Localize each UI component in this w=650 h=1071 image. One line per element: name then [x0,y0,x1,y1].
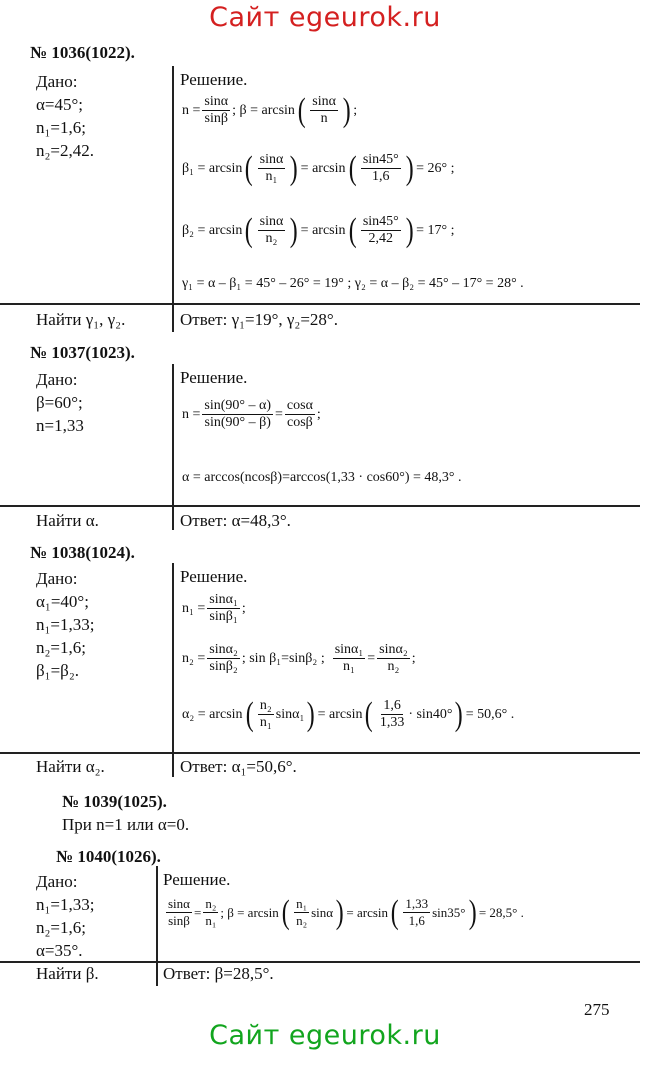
numerator: cosα [286,398,313,413]
numerator: 1,6 [383,698,401,713]
numerator: sinα₂ [379,642,408,657]
numerator: sinα [259,152,284,167]
solution-label: Решение. [180,567,248,586]
given-item: n₁=1,33; [36,895,95,914]
denominator: 1,6 [372,169,390,184]
solution-label: Решение. [180,368,248,387]
denominator: n₂ [387,659,400,674]
paren-right: ) [468,893,477,931]
given-label: Дано: [36,872,78,891]
fraction [166,896,192,929]
equation-text: n = [182,406,201,422]
fraction [285,398,315,431]
fraction [294,896,309,929]
fraction [258,698,274,731]
given-item: β=60°; [36,393,83,412]
paren-right: ) [307,695,315,733]
answer: Ответ: α=48,3°. [180,511,291,530]
page-number: 275 [584,1000,610,1019]
fraction [333,642,366,675]
denominator: sinβ [168,913,190,928]
paren-left: ( [390,893,399,931]
problem-1039-text: При n=1 или α=0. [62,815,190,834]
given-item: n₂=1,6; [36,918,86,937]
denominator: n₁ [265,169,278,184]
equation-text: = arcsin [300,222,346,238]
equation [182,470,461,486]
numerator: n₂ [205,896,217,911]
given-item: n₁=1,6; [36,118,86,137]
equation [182,695,515,733]
answer: Ответ: β=28,5°. [163,964,274,983]
divider-horizontal [0,961,640,963]
equation-text: = arcsin [317,706,363,722]
divider-vertical [172,66,174,332]
equation-text: = arcsin [300,160,346,176]
equation-text: α₂ = arcsin [182,706,243,722]
divider-vertical [172,563,174,777]
numerator: sin45° [362,152,399,167]
equation-text: = 17° ; [416,222,455,238]
denominator: 2,42 [368,231,394,246]
problem-1038-title: № 1038(1024). [30,543,135,562]
fraction [378,698,407,731]
numerator: sinα [312,94,336,109]
solution-label: Решение. [163,870,231,889]
equation-text: ; [411,650,416,666]
equation-text: β₂ = arcsin [182,222,243,238]
equation-text: ; [241,600,246,616]
given-item: α₁=40°; [36,592,89,611]
problem-1038-given [36,567,95,682]
given-item: β₁=β₂. [36,661,79,680]
equation-text: ; [353,102,358,118]
fraction [361,152,401,185]
numerator: sinα₁ [334,642,364,657]
given-item: n₂=1,6; [36,638,86,657]
fraction [258,214,286,247]
equation-text: β₁ = arcsin [182,160,243,176]
fraction [310,94,338,127]
fraction [207,642,240,675]
paren-right: ) [455,695,464,733]
find-label: Найти γ₁, γ₂. [36,310,126,329]
equation [182,91,358,129]
numerator: sinα [168,896,190,911]
equation [182,211,455,249]
equation-text: α = arccos(ncosβ)=arccos(1,33 · cos60°) = 48,3° . [182,470,462,485]
denominator: sinβ [204,111,228,126]
find-label: Найти α₂. [36,757,105,776]
denominator: 1,6 [408,913,425,928]
equation-text: = [193,904,202,920]
denominator: sinβ₂ [209,659,238,674]
equation-text: = 26° ; [416,160,455,176]
problem-1037-title: № 1037(1023). [30,343,135,362]
paren-right: ) [405,211,414,249]
equation-text: sinα [311,904,334,920]
find-label: Найти α. [36,511,99,530]
divider-vertical [156,866,158,986]
paren-left: ( [245,149,253,187]
equation-text: sin35° [432,904,466,920]
fraction [203,896,218,929]
numerator: sinα₁ [209,592,238,607]
fraction [258,152,286,185]
paren-left: ( [297,91,306,129]
numerator: sin(90° – α) [204,398,272,413]
equation-text: = [275,406,283,422]
equation-text: ; [316,406,321,422]
equation-text: ; sin β₁=sinβ₂ ; [241,650,325,666]
paren-left: ( [365,695,374,733]
denominator: cosβ [287,415,313,430]
answer: Ответ: γ₁=19°, γ₂=28°. [180,310,338,329]
watermark-bottom: Сайт egeurok.ru [209,1020,441,1051]
watermark-top: Сайт egeurok.ru [209,2,441,33]
equation-text: = 28,5° . [478,904,524,920]
paren-left: ( [348,149,357,187]
problem-1040-given [36,870,95,962]
given-label: Дано: [36,72,78,91]
problem-1040-title: № 1040(1026). [56,847,161,866]
given-item: n₂=2,42. [36,141,95,160]
denominator: n₂ [265,231,278,246]
fraction [403,896,430,929]
equation [164,893,524,931]
paren-left: ( [245,211,253,249]
problem-1039-title: № 1039(1025). [62,792,167,811]
given-item: n₁=1,33; [36,615,95,634]
answer: Ответ: α₁=50,6°. [180,757,297,776]
fraction [202,398,273,431]
given-item: α=35°. [36,941,83,960]
equation-text: γ₁ = α – β₁ = 45° – 26° = 19° ; γ₂ = α – β₂ = 45° – 17° = 28° . [182,276,524,291]
equation [182,398,321,431]
problem-1036-given [36,70,94,162]
problem-1037-given [36,368,84,437]
paren-left: ( [348,211,357,249]
denominator: sin(90° – β) [204,415,271,430]
numerator: sinα [259,214,284,229]
paren-left: ( [245,695,254,733]
equation-text: n = [182,102,201,118]
numerator: 1,33 [405,896,429,911]
fraction [377,642,410,675]
given-item: n=1,33 [36,416,84,435]
denominator: n₁ [343,659,355,674]
equation-text: ; β = arcsin [232,102,295,118]
denominator: n₁ [205,913,217,928]
equation-text: = 50,6° . [465,706,515,722]
paren-right: ) [342,91,351,129]
equation-text: sinα₁ [275,706,305,722]
paren-left: ( [281,893,290,931]
numerator: n₂ [259,698,272,713]
numerator: n₁ [296,896,308,911]
equation-text: n₂ = [182,650,206,666]
denominator: 1,33 [379,715,405,730]
given-label: Дано: [36,569,78,588]
equation-text: ; β = arcsin [220,904,279,920]
equation-text: · sin40° [408,706,453,722]
denominator: n₂ [296,913,308,928]
numerator: sin45° [362,214,399,229]
given-label: Дано: [36,370,78,389]
divider-horizontal [0,303,640,305]
equation [182,276,524,292]
solution-label: Решение. [180,70,248,89]
equation-text: = arcsin [346,904,389,920]
find-label: Найти β. [36,964,99,983]
equation [182,642,416,675]
paren-right: ) [290,149,298,187]
denominator: n₁ [259,715,272,730]
equation [182,149,455,187]
paren-right: ) [290,211,298,249]
fraction [207,592,240,625]
divider-horizontal [0,752,640,754]
fraction [202,94,230,127]
equation-text: = [367,650,376,666]
denominator: sinβ₁ [209,609,238,624]
denominator: n [320,111,328,126]
problem-1036-title: № 1036(1022). [30,43,135,62]
paren-right: ) [335,893,344,931]
equation [182,592,246,625]
paren-right: ) [405,149,414,187]
numerator: sinα [204,94,229,109]
given-item: α=45°; [36,95,84,114]
equation-text: n₁ = [182,600,206,616]
divider-horizontal [0,505,640,507]
fraction [361,214,401,247]
numerator: sinα₂ [209,642,238,657]
